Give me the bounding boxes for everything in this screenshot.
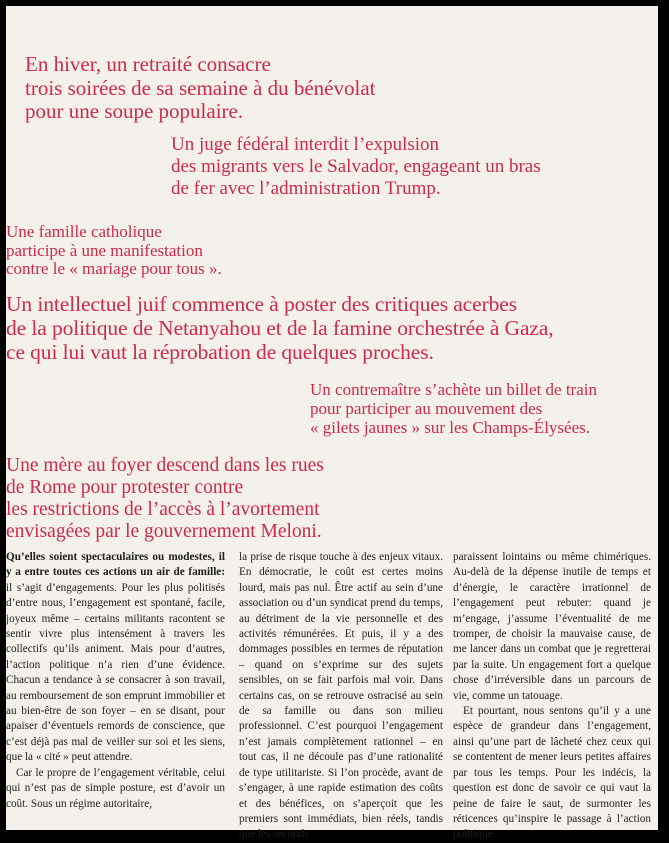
quote-federal-judge: Un juge fédéral interdit l’expulsion des migrants vers le Salvador, engageant un bras de fer avec l’administration Trump. [171,134,541,199]
article-paragraph-1-text: il s’agit d’engagements. Pour les plus politisés d’entre nous, l’engagement est spontané, facile, joyeux même – certains militants racontent se sentir vivre plus intensément à travers les collectifs qu’ils animent. Mais pour d’autres, l’action politique n’a rien d’une évidence. Chacun a tendance à se consacrer à son travail, au remboursement de son emprunt immobilier et au bien-être de son foyer – en se disant, pour apaiser d’éventuels remords de conscience, que c’est déjà pas mal de veiller sur soi et les siens, que la « cité » peut attendre. [6,581,225,764]
article-paragraph-2-middle: la prise de risque touche à des enjeux vitaux. En démocratie, le coût est certes moins lourd, mais pas nul. Être actif au sein d’une association ou d’un syndicat prend du temps, au détriment de la vie personnelle et des activités rémunérées. Et puis, il y a des dommages possibles en termes de réputation – quand on s’exprime sur des sujets sensibles, on se fait parfois mal voir. Dans certains cas, on se retrouve ostracisé au sein de sa famille ou dans son milieu professionnel. C’est pourquoi l’engagement n’est jamais complètement rationnel – en tout cas, il ne découle pas d’une rationalité de type utilitariste. Si l’on procède, avant de s’engager, à une rapide estimation des coûts et des bénéfices, on s’aperçoit que les premiers sont immédiats, bien réels, tandis que les seconds [239,551,443,841]
article-paragraph-2-start: Car le propre de l’engagement véritable, celui qui n’est pas de simple posture, est d’avoir un coût. Sous un régime autoritaire, [6,766,225,810]
quote-stay-at-home-mother: Une mère au foyer descend dans les rues de Rome pour protester contre les restrictions de l’accès à l’avortement envisagées par le gouvernement Meloni. [6,455,324,542]
quote-catholic-family: Une famille catholique participe à une manifestation contre le « mariage pour tous ». [6,222,222,278]
article-paragraph-2-end: paraissent lointains ou même chimériques. Au-delà de la dépense inutile de temps et d’énergie, le caractère irrationnel de l’engagement peut rebuter: quand je m’engage, j’assume l’éventualité de me tromper, de choisir la mauvaise cause, de me lancer dans un combat que je regretterai par la suite. Un engagement fort a quelque chose d’irréversible dans un parcours de vie, comme un tatouage. [453,551,651,702]
magazine-page [6,6,658,841]
quote-foreman: Un contremaître s’achète un billet de train pour participer au mouvement des « gilets jaunes » sur les Champs-Élysées. [310,380,597,437]
quote-retiree: En hiver, un retraité consacre trois soirées de sa semaine à du bénévolat pour une soupe populaire. [25,52,376,123]
article-paragraph-3: Et pourtant, nous sentons qu’il y a une espèce de grandeur dans l’engagement, ainsi qu’une part de lâcheté chez ceux qui se contentent de mener leurs petites affaires par tous les temps. Pour les indécis, la question est donc de savoir ce qui vaut la peine de faire le saut, de surmonter les réticences qu’inspire le passage à l’action politique. [453,705,651,841]
article-column-2 [239,550,443,843]
article-column-3 [453,550,651,843]
article-column-1 [6,550,225,812]
quote-jewish-intellectual: Un intellectuel juif commence à poster des critiques acerbes de la politique de Netanyahou et de la famine orchestrée à Gaza, ce qui lui vaut la réprobation de quelques proches. [6,292,554,364]
article-lead: Qu’elles soient spectaculaires ou modestes, il y a entre toutes ces actions un air de famille: [6,551,225,579]
article-paragraph-1 [6,550,225,766]
